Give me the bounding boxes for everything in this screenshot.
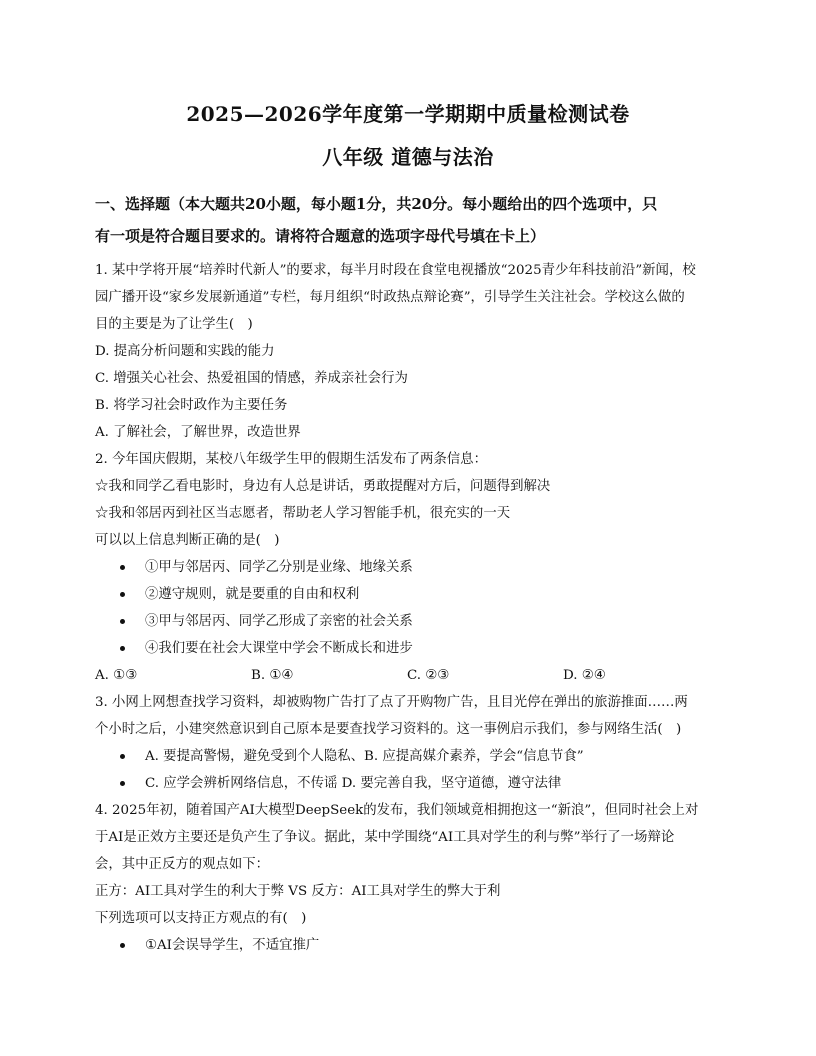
statement-text: ①AI会误导学生，不适宜推广	[145, 938, 320, 953]
question-1-stem: 1. 某中学将开展“培养时代新人”的要求，每半月时段在食堂电视播放“2025青少年科技前沿”新闻，校	[95, 263, 696, 278]
statement-text: ①甲与邻居丙、同学乙分别是业缘、地缘关系	[145, 560, 413, 575]
question-1-option: B. 将学习社会时政作为主要任务	[95, 398, 288, 413]
question-list	[95, 257, 721, 959]
question-2-stem: 可以以上信息判断正确的是( )	[95, 533, 280, 548]
question-4-stem: 正方：AI工具对学生的利大于弊 VS 反方：AI工具对学生的弊大于利	[95, 884, 501, 899]
section-heading-line: 有一项是符合题目要求的。请将符合题意的选项字母代号填在卡上）	[95, 227, 546, 245]
bullet-icon	[120, 592, 125, 597]
question-1-option: A. 了解社会，了解世界，改造世界	[95, 425, 301, 440]
question-2-stem: ☆我和同学乙看电影时，身边有人总是讲话，勇敢提醒对方后，问题得到解决	[95, 479, 551, 494]
section-heading-line: 一、选择题（本大题共20小题，每小题1分，共20分。每小题给出的四个选项中，只	[95, 195, 658, 213]
question-3-stem: 3. 小网上网想查找学习资料，却被购物广告打了点了开购物广告，且目光停在弹出的旅游推面……两	[95, 695, 688, 710]
bullet-icon	[120, 646, 125, 651]
option-text: C. 应学会辨析网络信息，不传谣 D. 要完善自我，坚守道德，遵守法律	[145, 776, 562, 791]
question-3-stem: 个小时之后，小建突然意识到自己原本是要查找学习资料的。这一事例启示我们，参与网络生活( )	[95, 722, 682, 737]
question-4-stem: 下列选项可以支持正方观点的有( )	[95, 911, 307, 926]
question-4-stem: 会，其中正反方的观点如下：	[95, 857, 270, 872]
exam-title: 2025—2026学年度第一学期期中质量检测试卷	[186, 102, 630, 126]
statement-text: ④我们要在社会大课堂中学会不断成长和进步	[145, 641, 413, 656]
statement-text: ②遵守规则，就是要重的自由和权利	[145, 587, 360, 602]
choice-a: A. ①③	[95, 668, 138, 683]
question-1-stem: 园广播开设“家乡发展新通道”专栏，每月组织“时政热点辩论赛”，引导学生关注社会。学校这么做的	[95, 290, 685, 305]
question-4-stem: 4. 2025年初，随着国产AI大模型DeepSeek的发布，我们领域竟相拥抱这一“新浪”，但同时社会上对	[95, 803, 699, 818]
question-2-statement	[95, 581, 721, 608]
section-heading	[95, 188, 721, 252]
question-1-stem: 目的主要是为了让学生( )	[95, 317, 253, 332]
choice-c: C. ②③	[407, 668, 450, 683]
question-2-stem: ☆我和邻居丙到社区当志愿者，帮助老人学习智能手机，很充实的一天	[95, 506, 511, 521]
option-text: A. 要提高警惕，避免受到个人隐私、B. 应提高媒介素养，学会“信息节食”	[145, 749, 584, 764]
question-1-option: D. 提高分析问题和实践的能力	[95, 344, 275, 359]
question-4-statement	[95, 932, 721, 959]
bullet-icon	[120, 754, 125, 759]
question-2-statement	[95, 554, 721, 581]
question-1-option: C. 增强关心社会、热爱祖国的情感，养成亲社会行为	[95, 371, 408, 386]
question-4-stem: 于AI是正效方主要还是负产生了争议。据此，某中学围绕“AI工具对学生的利与弊”举行了一场辩论	[95, 830, 675, 845]
bullet-icon	[120, 943, 125, 948]
bullet-icon	[120, 619, 125, 624]
bullet-icon	[120, 781, 125, 786]
question-2-statement	[95, 635, 721, 662]
exam-subtitle: 八年级 道德与法治	[322, 145, 494, 169]
question-2-statement	[95, 608, 721, 635]
bullet-icon	[120, 565, 125, 570]
question-2-stem: 2. 今年国庆假期，某校八年级学生甲的假期生活发布了两条信息：	[95, 452, 487, 467]
question-3-option	[95, 743, 721, 770]
choice-b: B. ①④	[251, 668, 294, 683]
question-3-option	[95, 770, 721, 797]
statement-text: ③甲与邻居丙、同学乙形成了亲密的社会关系	[145, 614, 413, 629]
choice-d: D. ②④	[563, 668, 606, 683]
question-2-choices	[95, 662, 721, 689]
